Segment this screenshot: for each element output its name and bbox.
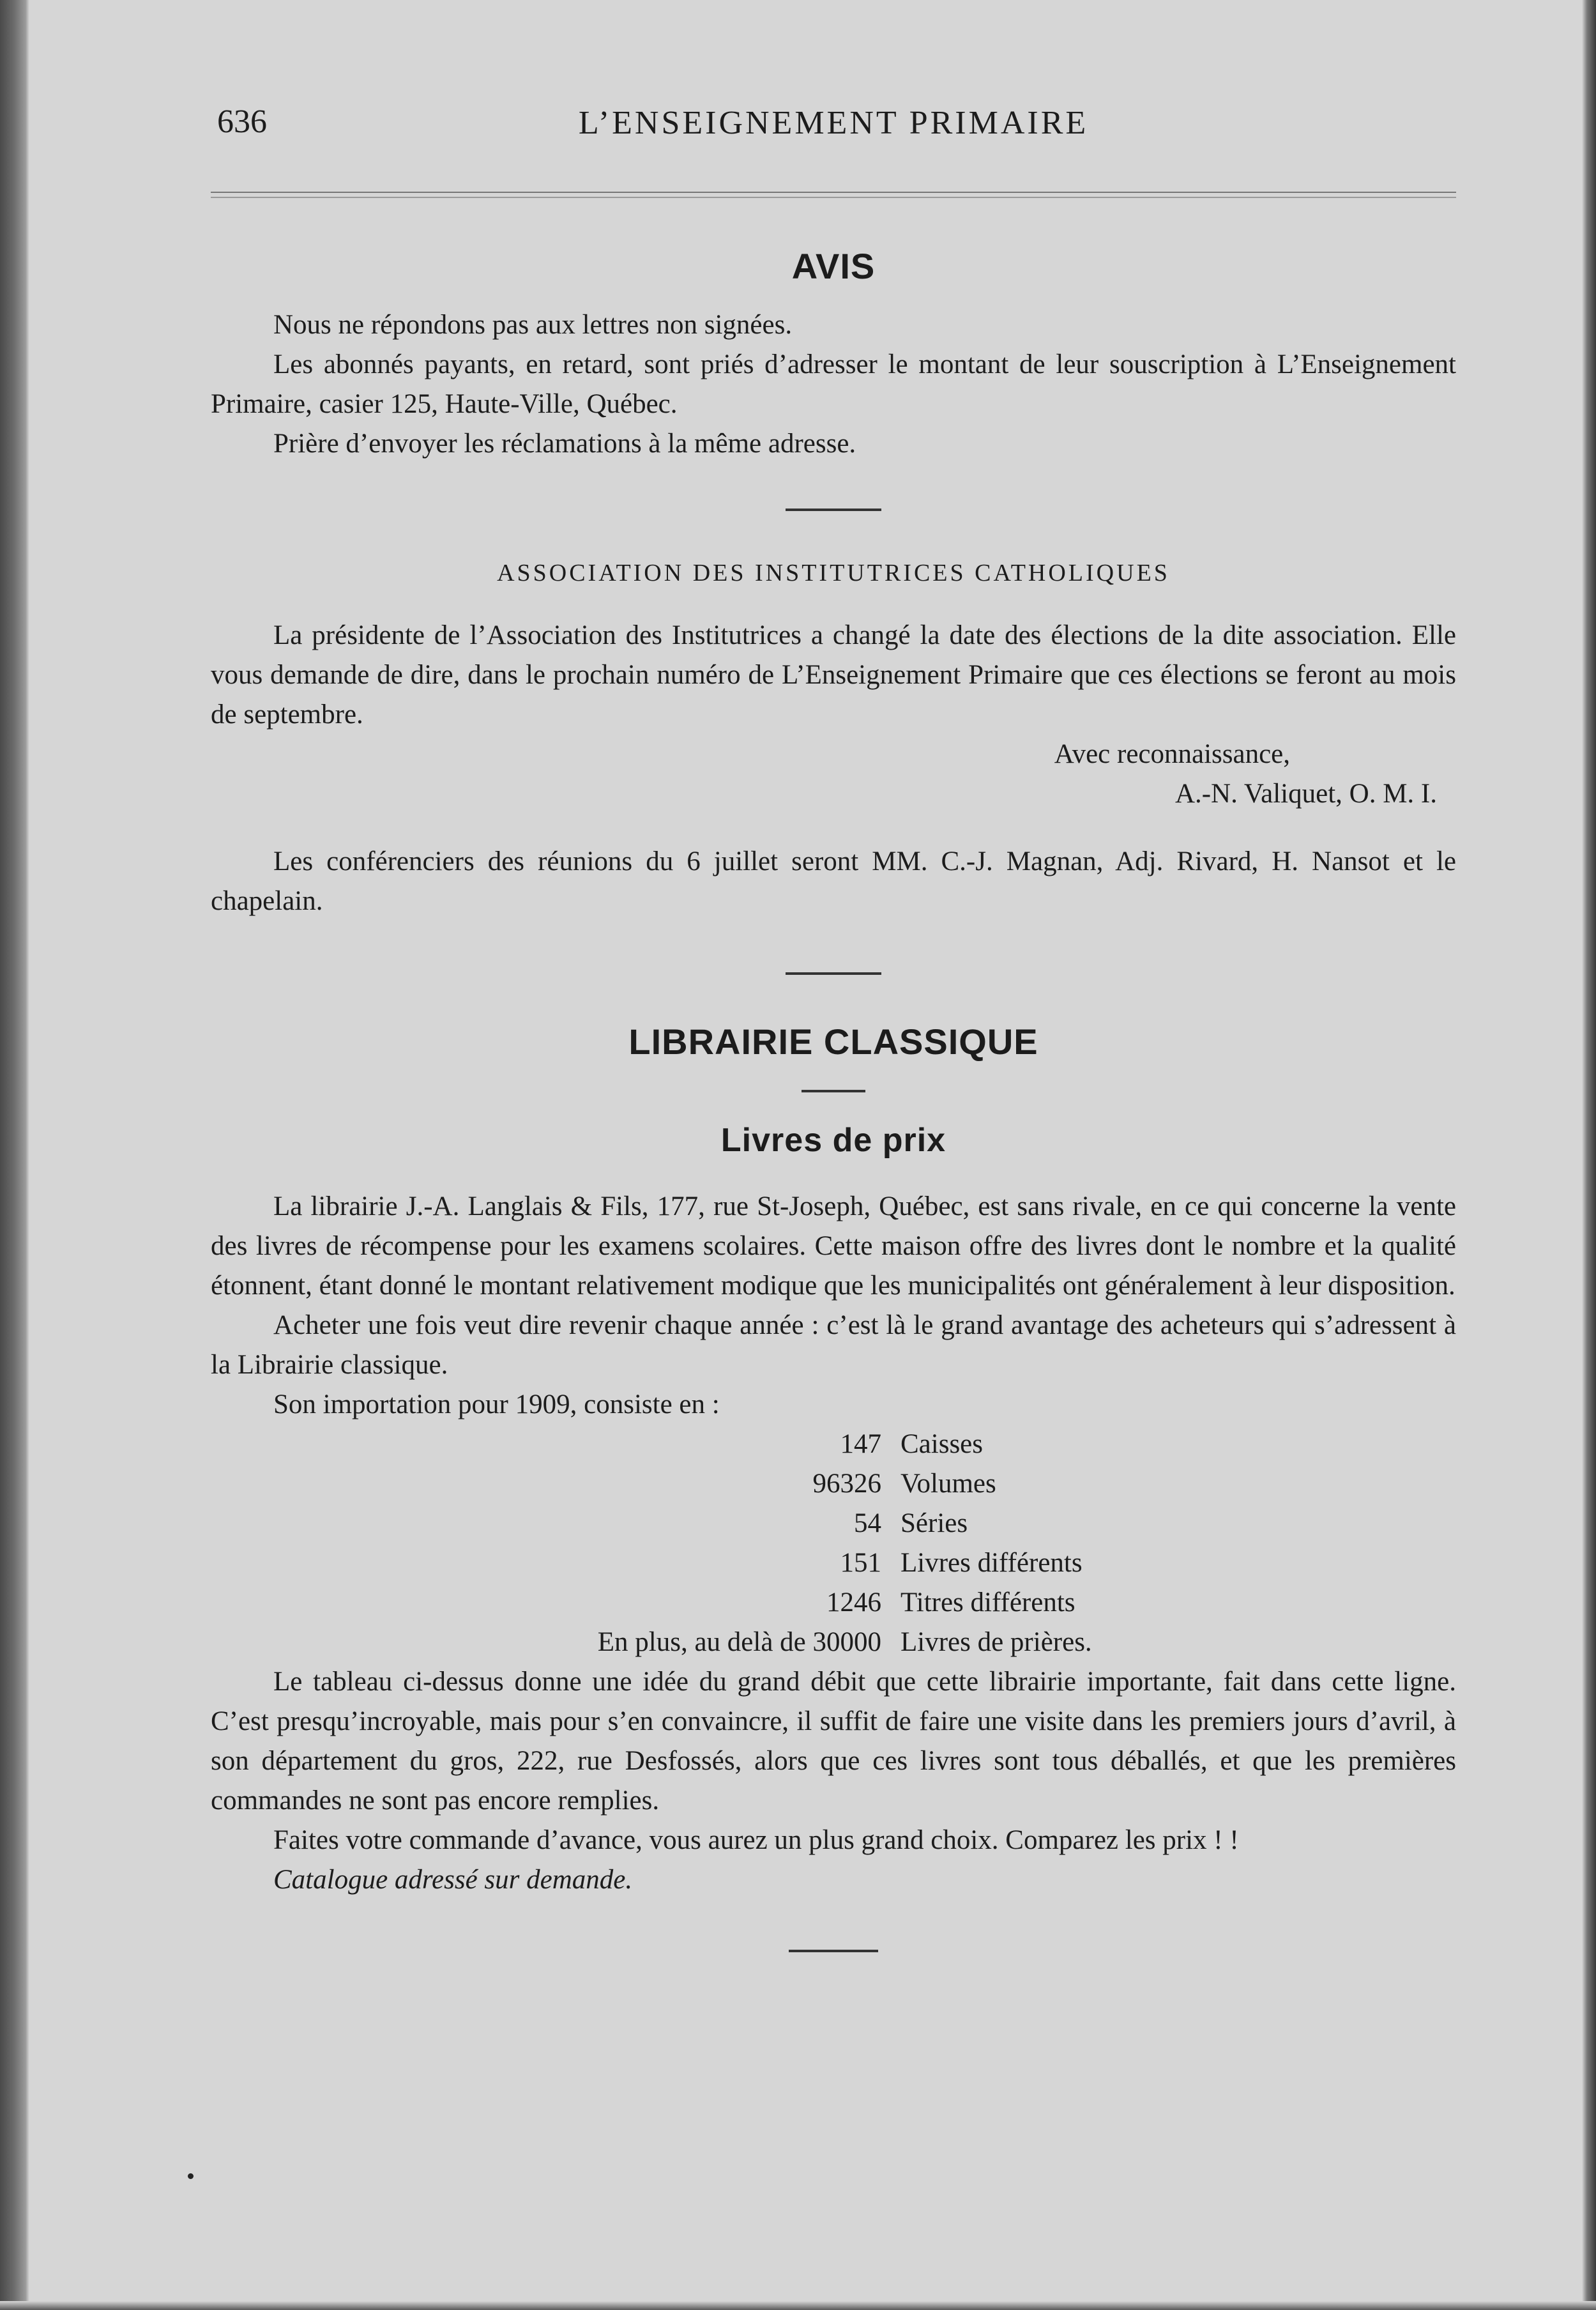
scan-bottom-edge xyxy=(0,2301,1596,2310)
association-heading: ASSOCIATION DES INSTITUTRICES CATHOLIQUES xyxy=(497,560,1170,586)
import-label: Séries xyxy=(901,1508,968,1538)
import-row xyxy=(211,1543,1456,1583)
librairie-paragraph: Faites votre commande d’avance, vous aurez un plus grand choix. Comparez les prix ! ! xyxy=(273,1825,1239,1855)
import-label: Livres différents xyxy=(901,1548,1083,1578)
section-divider xyxy=(786,509,881,511)
import-quantity: 147 xyxy=(840,1429,881,1459)
librairie-subtitle: Livres de prix xyxy=(720,1122,946,1159)
librairie-body xyxy=(211,1187,1456,1900)
import-label: Titres différents xyxy=(901,1587,1075,1618)
import-label: Livres de prières. xyxy=(901,1627,1092,1657)
section-divider xyxy=(786,972,881,975)
import-quantity: 151 xyxy=(840,1548,881,1578)
librairie-paragraph: Acheter une fois veut dire revenir chaque année : c’est là le grand avantage des acheteurs qui s’adressent à la Librairie classique. xyxy=(211,1310,1456,1380)
association-body xyxy=(211,616,1456,921)
running-head xyxy=(211,96,1456,153)
import-row xyxy=(211,1623,1456,1662)
avis-line: Les abonnés payants, en retard, sont priés d’adresser le montant de leur souscription à L’Enseignement Primaire, casier 125, Haute-Ville, Québec. xyxy=(211,349,1456,419)
running-title: L’ENSEIGNEMENT PRIMAIRE xyxy=(578,105,1089,141)
import-quantity: 1246 xyxy=(826,1587,881,1618)
librairie-paragraph: La librairie J.-A. Langlais & Fils, 177, rue St-Joseph, Québec, est sans rivale, en ce qui concerne la vente des livres de récompense pour les examens scolaires. Cette maison offre des livres dont le nombre et la qualité étonnent, étant donné le montant relativement modique que les municipalités ont généralement à leur disposition. xyxy=(211,1191,1456,1301)
import-row xyxy=(211,1504,1456,1543)
page-number: 636 xyxy=(217,103,267,140)
end-divider xyxy=(789,1950,878,1952)
import-row xyxy=(211,1583,1456,1623)
import-quantity: En plus, au delà de 30000 xyxy=(597,1627,881,1657)
import-row xyxy=(211,1464,1456,1504)
association-signature: A.-N. Valiquet, O. M. I. xyxy=(1174,779,1437,809)
page xyxy=(211,96,1456,1952)
librairie-paragraph: Le tableau ci-dessus donne une idée du grand débit que cette librairie importante, fait dans cette ligne. C’est presqu’incroyable, mais pour s’en convaincre, il suffit de faire une visite dans les premiers jours d’avril, à son département du gros, 222, rue Desfossés, alors que ces livres sont tous déballés, et que les premières commandes ne sont pas encore remplies. xyxy=(211,1667,1456,1816)
import-quantity: 96326 xyxy=(812,1469,881,1499)
avis-line: Nous ne répondons pas aux lettres non signées. xyxy=(273,310,793,340)
import-label: Volumes xyxy=(901,1469,996,1499)
librairie-title: LIBRAIRIE CLASSIQUE xyxy=(628,1021,1038,1062)
title-divider xyxy=(802,1090,865,1092)
avis-line: Prière d’envoyer les réclamations à la même adresse. xyxy=(273,429,856,459)
catalogue-note: Catalogue adressé sur demande. xyxy=(273,1865,633,1895)
ink-speck xyxy=(188,2173,194,2179)
association-speakers: Les conférenciers des réunions du 6 juillet seront MM. C.-J. Magnan, Adj. Rivard, H. Nansot et le chapelain. xyxy=(211,846,1456,916)
association-signoff: Avec reconnaissance, xyxy=(1054,739,1290,769)
avis-title: AVIS xyxy=(791,246,876,286)
import-intro: Son importation pour 1909, consiste en : xyxy=(273,1389,720,1419)
import-table xyxy=(211,1425,1456,1662)
header-rule xyxy=(211,192,1456,198)
import-quantity: 54 xyxy=(854,1508,881,1538)
scan-left-edge xyxy=(0,0,29,2310)
import-label: Caisses xyxy=(901,1429,983,1459)
import-row xyxy=(211,1425,1456,1464)
avis-body xyxy=(211,305,1456,464)
association-paragraph: La présidente de l’Association des Institutrices a changé la date des élections de la dite association. Elle vous demande de dire, dans le prochain numéro de L’Enseignement Primaire que ces élections se feront au mois de septembre. xyxy=(211,620,1456,730)
scan-right-edge xyxy=(1582,0,1596,2310)
